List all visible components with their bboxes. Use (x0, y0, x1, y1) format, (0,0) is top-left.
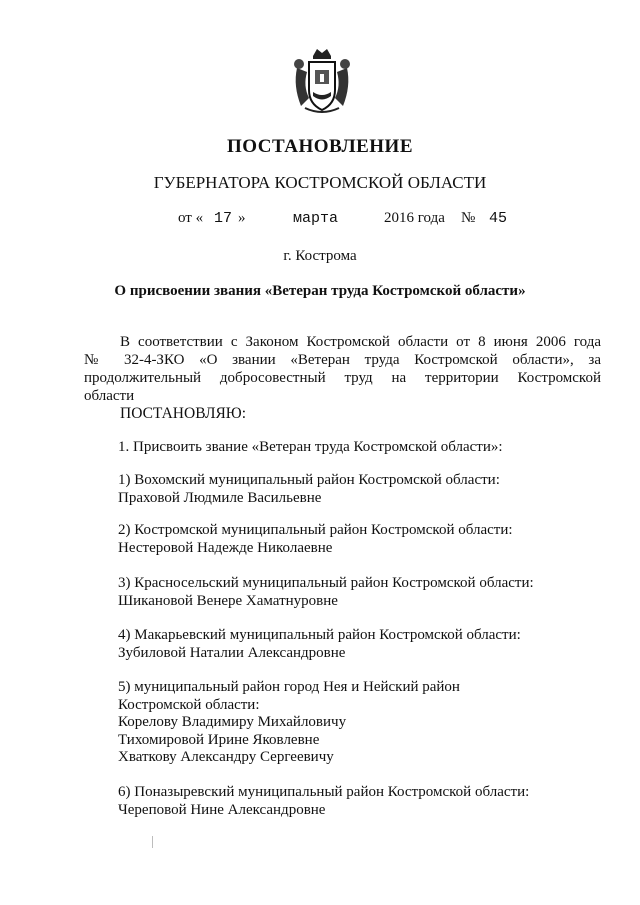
person-name: Зубиловой Наталии Александровне (118, 644, 346, 661)
district-name: 6) Поназыревский муниципальный район Костромской области: (118, 784, 530, 800)
district-section (118, 679, 460, 767)
preamble-line: № 32-4-ЗКО «О звании «Ветеран труда Костромской области», за (84, 352, 601, 368)
district-name: 4) Макарьевский муниципальный район Костромской области: (118, 627, 521, 643)
district-section (118, 472, 500, 507)
document-heading: О присвоении звания «Ветеран труда Костромской области» (114, 283, 526, 299)
person-name: Тихомировой Ирине Яковлевне (118, 731, 320, 748)
coat-of-arms-icon (291, 46, 353, 114)
number-sign: № (461, 210, 476, 226)
page-title: ПОСТАНОВЛЕНИЕ (226, 136, 414, 157)
scan-speck (152, 836, 153, 848)
person-name: Шикановой Венере Хаматнуровне (118, 592, 338, 609)
date-month: марта (293, 210, 339, 227)
city: г. Кострома (283, 248, 357, 264)
preamble (84, 333, 601, 405)
preamble-line: В соответствии с Законом Костромской области от 8 июня 2006 года (120, 334, 601, 350)
date-prefix: от « (178, 210, 204, 226)
person-name: Нестеровой Надежде Николаевне (118, 539, 333, 556)
preamble-line: области (84, 388, 135, 404)
district-name-continued: Костромской области: (118, 696, 260, 713)
district-name: 1) Вохомский муниципальный район Костромской области: (118, 472, 500, 488)
person-name: Череповой Нине Александровне (118, 801, 326, 818)
district-name: 2) Костромской муниципальный район Костромской области: (118, 522, 513, 538)
document-number: 45 (489, 210, 508, 227)
district-section (118, 575, 534, 610)
district-section (118, 522, 513, 557)
preamble-line: продолжительный добросовестный труд на территории Костромской (84, 370, 601, 386)
page-subtitle: ГУБЕРНАТОРА КОСТРОМСКОЙ ОБЛАСТИ (153, 173, 487, 192)
date-day: 17 (214, 210, 233, 227)
district-section (118, 784, 529, 819)
item-1: 1. Присвоить звание «Ветеран труда Костромской области»: (118, 439, 503, 455)
resolve-word: ПОСТАНОВЛЯЮ: (120, 405, 247, 422)
date-day-suffix: » (238, 210, 246, 226)
district-name: 5) муниципальный район город Нея и Нейский район (118, 679, 460, 695)
district-name: 3) Красносельский муниципальный район Костромской области: (118, 575, 534, 591)
person-name: Корелову Владимиру Михайловичу (118, 714, 347, 730)
person-name: Праховой Людмиле Васильевне (118, 489, 322, 506)
district-section (118, 627, 521, 662)
person-name: Хваткову Александру Сергеевичу (118, 749, 334, 765)
date-year: 2016 года (384, 210, 445, 226)
